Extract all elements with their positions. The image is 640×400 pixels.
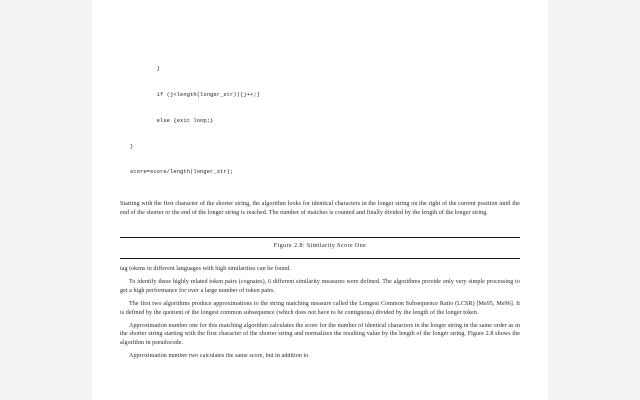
code-line: score=score/length(longer_str); — [130, 169, 234, 176]
figure-divider — [120, 237, 520, 238]
paragraph-approximation-one: Approximation number one for this matching algorithm calculates the score for the number of identical characters in the longer string in the same order as in the shorter string starting with the first character of the shorter string and normalizes the resulting value by the length of the longer string. Figure 2.8 shows the algorithm in pseudocode. — [120, 322, 520, 346]
figure-divider-bottom — [120, 258, 520, 259]
code-line: else {exit loop;} — [130, 117, 214, 124]
paragraph-lcs: The first two algorithms produce approximations to the string matching measure called the Longest Common Subsequence Ratio (LCSR) [Me95, Me96]. It is defined by the quotient of the longest common subsequence (which does not have to be contiguous) divided by the length of the longer token. — [120, 301, 520, 316]
figure-spacer — [120, 222, 520, 228]
body-text — [120, 265, 520, 361]
page-content — [120, 48, 520, 366]
figure-caption — [120, 243, 520, 249]
code-line: } — [130, 66, 161, 73]
code-line: if (j<length(longer_str)){j++;} — [130, 91, 261, 98]
figure-caption-label: Figure 2.8: — [273, 242, 305, 249]
document-page — [92, 0, 548, 400]
paragraph-token-pairs: To identify these highly related token pairs (cognates), 6 different similarity measures were defined. The algorithms provide only very simple processing to get a high performance for over a large number of token pairs. — [120, 279, 520, 294]
paragraph-approximation-two: Approximation number two calculates the same score, but in addition to — [129, 353, 309, 360]
code-line: } — [130, 143, 134, 150]
similarity-score-code — [120, 48, 520, 194]
figure-caption-text: Similarity Score One — [306, 242, 367, 249]
paragraph-tag-tokens: tag tokens in different languages with high similarities can be found. — [120, 265, 291, 272]
paragraph-algorithm-description: Starting with the first character of the shorter string, the algorithm looks for identical characters in the longer string on the right of the current position until the end of the shorter or the end of the longer string is reached. The number of matches is counted and finally divided by the length of the longer string. — [120, 201, 520, 216]
